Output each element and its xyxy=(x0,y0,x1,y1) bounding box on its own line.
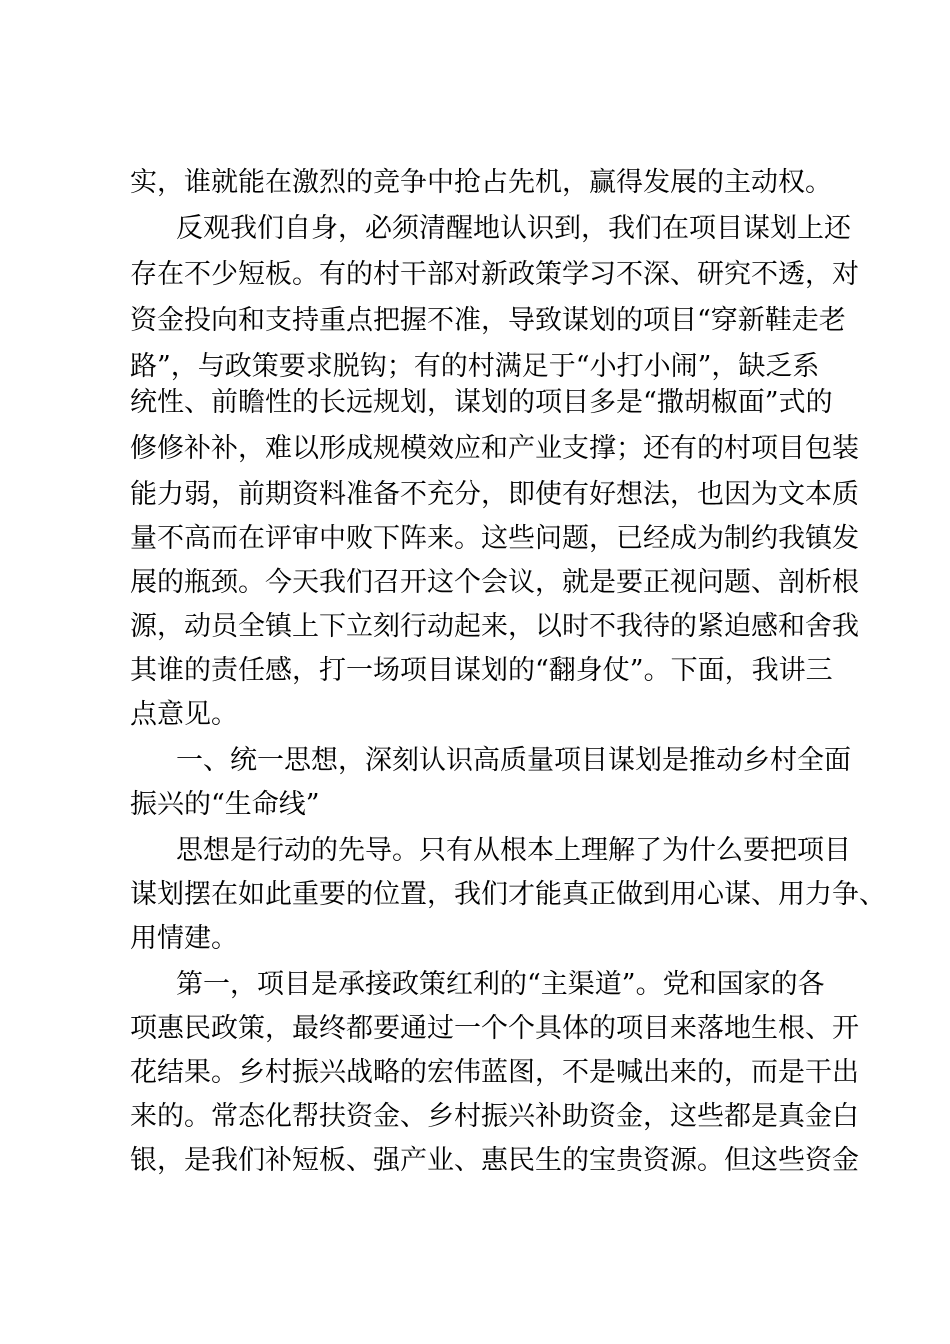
text-line: 源，动员全镇上下立刻行动起来，以时不我待的紧迫感和舍我 xyxy=(130,611,859,642)
section-heading-line: 一、统一思想，深刻认识高质量项目谋划是推动乡村全面 xyxy=(176,745,851,776)
text-line: 银，是我们补短板、强产业、惠民生的宝贵资源。但这些资金 xyxy=(130,1145,859,1176)
text-line: 用情建。 xyxy=(130,923,238,954)
paragraph-start-line: 思想是行动的先导。只有从根本上理解了为什么要把项目 xyxy=(176,835,851,866)
text-line: 谋划摆在如此重要的位置，我们才能真正做到用心谋、用力争、 xyxy=(130,879,886,910)
section-heading-line: 振兴的“生命线” xyxy=(130,789,320,820)
text-line: 资金投向和支持重点把握不准，导致谋划的项目“穿新鞋走老 xyxy=(130,305,846,336)
text-line: 修修补补，难以形成规模效应和产业支撑；还有的村项目包装 xyxy=(130,433,859,464)
text-line: 量不高而在评审中败下阵来。这些问题，已经成为制约我镇发 xyxy=(130,523,859,554)
paragraph-start-line: 第一，项目是承接政策红利的“主渠道”。党和国家的各 xyxy=(176,969,825,1000)
text-line: 能力弱，前期资料准备不充分，即使有好想法，也因为文本质 xyxy=(130,479,859,510)
text-line: 展的瓶颈。今天我们召开这个会议，就是要正视问题、剖析根 xyxy=(130,567,859,598)
text-line: 来的。常态化帮扶资金、乡村振兴补助资金，这些都是真金白 xyxy=(130,1101,859,1132)
text-line: 统性、前瞻性的长远规划，谋划的项目多是“撒胡椒面”式的 xyxy=(130,387,833,418)
text-line: 项惠民政策，最终都要通过一个个具体的项目来落地生根、开 xyxy=(130,1013,859,1044)
text-line: 实，谁就能在激烈的竞争中抢占先机，赢得发展的主动权。 xyxy=(130,167,832,198)
paragraph-start-line: 反观我们自身，必须清醒地认识到，我们在项目谋划上还 xyxy=(176,213,851,244)
text-line: 存在不少短板。有的村干部对新政策学习不深、研究不透，对 xyxy=(130,259,859,290)
text-line: 路”，与政策要求脱钩；有的村满足于“小打小闹”，缺乏系 xyxy=(130,351,820,382)
text-line: 其谁的责任感，打一场项目谋划的“翻身仗”。下面，我讲三 xyxy=(130,655,833,686)
text-line: 花结果。乡村振兴战略的宏伟蓝图，不是喊出来的，而是干出 xyxy=(130,1057,859,1088)
text-line: 点意见。 xyxy=(130,699,238,730)
